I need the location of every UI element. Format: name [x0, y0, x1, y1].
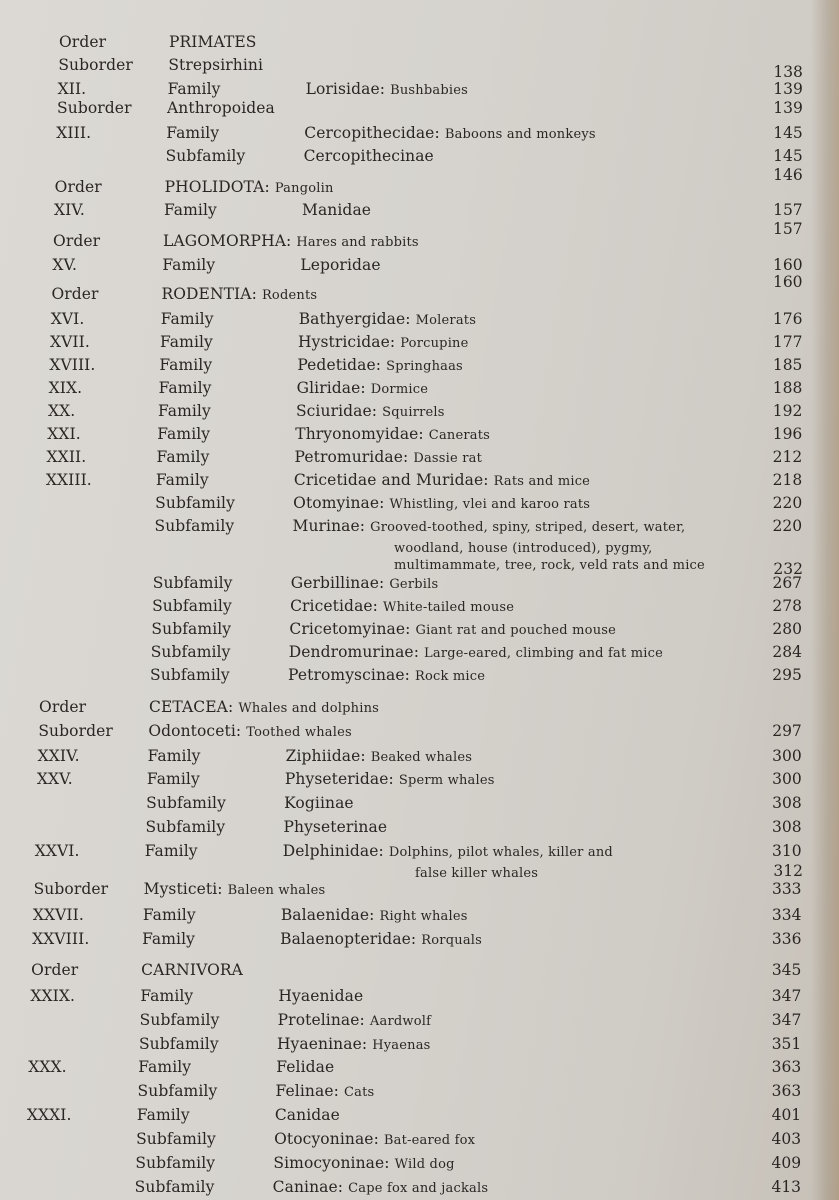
page-number: 336	[771, 930, 802, 948]
toc-row	[0, 906, 839, 928]
taxon-name-text: Gliridae:	[296, 379, 366, 397]
taxon-name	[294, 471, 590, 491]
taxon-name	[273, 1178, 489, 1198]
taxon-name-text: Canidae	[274, 1106, 340, 1124]
toc-row	[0, 333, 839, 355]
taxon-name	[289, 620, 616, 640]
common-name: Aardwolf	[369, 1014, 432, 1029]
taxon-rank: Suborder	[57, 99, 132, 117]
common-name: Molerats	[415, 313, 477, 328]
common-name: Beaked whales	[370, 750, 473, 765]
roman-numeral: XIX.	[48, 379, 83, 397]
taxon-rank: Family	[146, 770, 200, 788]
toc-row	[0, 232, 839, 254]
taxon-name	[291, 574, 439, 594]
toc-row	[0, 1035, 839, 1057]
taxon-rank: Subfamily	[151, 620, 232, 638]
common-name: Bushbabies	[390, 83, 468, 98]
common-name: White-tailed mouse	[383, 600, 515, 615]
common-name: Giant rat and pouched mouse	[415, 623, 617, 638]
taxon-name-text: Murinae:	[292, 517, 366, 535]
roman-numeral: XXVII.	[32, 906, 84, 924]
taxon-name	[149, 698, 379, 718]
taxon-name	[296, 402, 445, 422]
common-name: Bat-eared fox	[383, 1133, 476, 1148]
toc-row	[0, 987, 839, 1009]
taxon-rank: Order	[39, 698, 87, 716]
common-name: Grooved-toothed, spiny, striped, desert, water,	[370, 520, 686, 535]
toc-row	[0, 620, 839, 642]
page-number: 403	[771, 1130, 802, 1148]
page-number: 138	[773, 63, 803, 81]
taxon-name	[295, 425, 490, 445]
taxon-name-text: PHOLIDOTA:	[164, 178, 270, 196]
taxon-rank: Order	[31, 961, 79, 979]
taxon-name-text: Anthropoidea	[167, 99, 275, 117]
toc-row	[0, 471, 839, 493]
murinae-description-line-3: multimammate, tree, rock, veld rats and mice	[394, 558, 705, 573]
taxon-name-text: Dendromurinae:	[288, 643, 420, 661]
taxon-rank: Family	[144, 842, 198, 860]
taxon-name	[144, 880, 326, 900]
page-number: 176	[772, 310, 803, 328]
taxon-name-text: Odontoceti:	[148, 722, 242, 740]
toc-row	[0, 379, 839, 401]
toc-row	[0, 1154, 839, 1176]
roman-numeral: XV.	[52, 256, 78, 274]
page-number: 212	[772, 448, 803, 466]
taxon-rank: Subfamily	[154, 517, 235, 535]
common-name: Rock mice	[415, 669, 486, 684]
page-number: 188	[772, 379, 803, 397]
roman-numeral: XXV.	[36, 770, 73, 788]
toc-row	[0, 356, 839, 378]
taxon-name-text: PRIMATES	[169, 33, 257, 51]
taxon-name-text: Thryonomyidae:	[295, 425, 424, 443]
roman-numeral: XVI.	[50, 310, 85, 328]
taxon-rank: Family	[163, 201, 217, 219]
toc-row	[0, 1106, 839, 1128]
taxon-rank: Subfamily	[135, 1154, 216, 1172]
taxon-name	[274, 1130, 475, 1150]
taxon-name-text: Otomyinae:	[293, 494, 385, 512]
taxon-rank: Family	[162, 256, 216, 274]
toc-row	[0, 1058, 839, 1080]
page-number: 347	[771, 987, 802, 1005]
toc-row	[0, 643, 839, 665]
taxon-rank: Family	[157, 402, 211, 420]
page-number: 401	[771, 1106, 802, 1124]
toc-row	[0, 698, 839, 720]
common-name: Squirrels	[382, 405, 445, 420]
taxon-name	[169, 33, 257, 51]
taxon-rank: Family	[167, 80, 221, 98]
taxon-name-text: Otocyoninae:	[274, 1130, 379, 1148]
taxon-rank: Suborder	[38, 722, 113, 740]
page-number: 297	[772, 722, 802, 740]
page-number: 347	[771, 1011, 802, 1029]
taxon-rank: Family	[142, 930, 196, 948]
taxon-name	[168, 56, 263, 74]
toc-row	[0, 842, 839, 864]
taxon-name-text: Felidae	[276, 1058, 335, 1076]
common-name: Cape fox and jackals	[348, 1181, 489, 1196]
taxon-rank: Subfamily	[139, 1011, 220, 1029]
taxon-rank: Subfamily	[137, 1082, 218, 1100]
taxon-rank: Suborder	[33, 880, 109, 898]
taxon-name-text: Hyaenidae	[278, 987, 364, 1005]
taxon-name-text: Protelinae:	[277, 1011, 365, 1029]
taxon-name	[161, 285, 317, 305]
taxon-name	[275, 1106, 340, 1124]
taxon-rank: Subfamily	[136, 1130, 216, 1148]
toc-row	[0, 425, 839, 447]
common-name: Porcupine	[400, 336, 469, 351]
taxon-name-text: Manidae	[301, 201, 372, 219]
roman-numeral: XXIII.	[45, 471, 92, 489]
common-name: Rats and mice	[493, 474, 591, 489]
taxon-name	[306, 80, 468, 100]
taxon-name	[277, 1035, 431, 1055]
toc-row	[0, 722, 839, 744]
roman-numeral: XXX.	[28, 1058, 67, 1076]
common-name: Whales and dolphins	[238, 701, 380, 716]
taxon-name	[165, 178, 334, 198]
taxon-name	[302, 201, 371, 219]
taxon-rank: Subfamily	[150, 666, 230, 684]
roman-numeral: XXXI.	[26, 1106, 72, 1124]
taxon-name	[285, 770, 495, 790]
roman-numeral: XXI.	[47, 425, 81, 443]
common-name: Rorquals	[421, 933, 482, 948]
page-number: 139	[773, 99, 803, 117]
taxon-name	[148, 722, 352, 742]
page-number: 196	[772, 425, 803, 443]
taxon-name-text: Strepsirhini	[168, 56, 264, 74]
toc-row	[0, 770, 839, 792]
taxon-rank: Order	[59, 33, 107, 51]
roman-numeral: XXVI.	[34, 842, 80, 860]
toc-row	[0, 178, 839, 200]
toc-row	[0, 124, 839, 146]
common-name: Sperm whales	[398, 773, 495, 788]
roman-numeral: XVII.	[50, 333, 90, 351]
taxon-name-text: Mysticeti:	[143, 880, 223, 898]
page-number: 409	[771, 1154, 802, 1172]
taxon-name	[297, 356, 463, 376]
toc-row	[0, 747, 839, 769]
page-number: 308	[772, 794, 802, 812]
common-name: Dassie rat	[413, 451, 483, 466]
page-number: 334	[771, 906, 802, 924]
page-number: 160	[772, 256, 803, 274]
toc-row	[0, 574, 839, 596]
toc-row	[0, 1178, 839, 1200]
taxon-name	[163, 232, 419, 252]
taxon-name-text: Caninae:	[272, 1178, 344, 1196]
toc-row	[0, 1011, 839, 1033]
toc-row	[0, 285, 839, 307]
page-number: 177	[772, 333, 803, 351]
taxon-name	[304, 147, 434, 165]
roman-numeral: XIII.	[56, 124, 92, 142]
roman-numeral: XXIV.	[37, 747, 80, 765]
toc-row	[0, 517, 839, 539]
taxon-name	[278, 1011, 431, 1031]
taxon-rank: Family	[147, 747, 201, 765]
taxon-name	[283, 842, 613, 862]
taxon-name-text: Lorisidae:	[305, 80, 386, 98]
common-name: Rodents	[261, 288, 318, 303]
taxon-name	[298, 333, 469, 353]
toc-row	[0, 1130, 839, 1152]
taxon-name	[299, 310, 476, 330]
taxon-name-text: Petromuridae:	[294, 448, 409, 466]
taxon-rank: Family	[166, 124, 220, 142]
common-name: Hares and rabbits	[296, 235, 419, 250]
taxon-rank: Family	[160, 333, 213, 351]
taxon-rank: Subfamily	[152, 574, 233, 592]
taxon-name	[273, 1154, 454, 1174]
toc-row	[0, 880, 839, 902]
page-number: 192	[772, 402, 803, 420]
page-number: 280	[772, 620, 802, 638]
toc-row	[0, 402, 839, 424]
taxon-name-text: Cricetidae:	[290, 597, 379, 615]
toc-row	[0, 1082, 839, 1104]
taxon-rank: Subfamily	[146, 794, 226, 812]
common-name: Toothed whales	[246, 725, 352, 740]
page-number: 310	[772, 842, 802, 860]
page-number: 363	[771, 1082, 802, 1100]
taxon-name-text: Bathyergidae:	[298, 310, 411, 328]
taxon-name-text: Balaenopteridae:	[280, 930, 417, 948]
taxon-rank: Family	[140, 987, 194, 1005]
common-name: Large-eared, climbing and fat mice	[424, 646, 663, 661]
taxon-rank: Subfamily	[134, 1178, 215, 1196]
page-number: 218	[772, 471, 803, 489]
taxon-name	[304, 124, 596, 144]
taxon-name-text: Simocyoninae:	[273, 1154, 390, 1172]
page-number: 345	[771, 961, 802, 979]
taxon-rank: Subfamily	[145, 818, 226, 836]
taxon-rank: Order	[51, 285, 99, 303]
taxon-name-text: Cricetidae and Muridae:	[293, 471, 489, 489]
common-name: Baboons and monkeys	[444, 127, 596, 142]
toc-row	[0, 56, 839, 81]
page-number: 139	[773, 80, 803, 98]
taxon-name-text: LAGOMORPHA:	[163, 232, 292, 250]
taxon-name	[300, 256, 380, 274]
taxon-name-text: Hyaeninae:	[276, 1035, 368, 1053]
taxon-name-text: Cercopithecidae:	[304, 124, 440, 142]
common-name: Gerbils	[389, 577, 439, 592]
murinae-page-number: 232	[773, 560, 803, 578]
page-number: 145	[773, 147, 803, 165]
page-number: 220	[772, 517, 803, 535]
taxon-rank: Subfamily	[150, 643, 231, 661]
toc-row	[0, 448, 839, 470]
toc-row	[0, 99, 839, 121]
toc-row	[0, 33, 839, 55]
page-number: 145	[773, 124, 803, 142]
toc-row	[0, 930, 839, 952]
toc-row	[0, 597, 839, 619]
taxon-name-text: Ziphiidae:	[285, 747, 366, 765]
taxon-name	[286, 747, 473, 767]
common-name: Pangolin	[274, 181, 334, 196]
delphinidae-page-number: 312	[773, 862, 803, 880]
taxon-rank: Family	[136, 1106, 190, 1124]
taxon-name	[281, 906, 468, 926]
page-number: 185	[772, 356, 803, 374]
page-number: 300	[772, 747, 802, 765]
taxon-name-text: Pedetidae:	[297, 356, 382, 374]
roman-numeral: XX.	[47, 402, 76, 420]
toc-row	[0, 961, 839, 983]
taxon-rank: Subfamily	[165, 147, 246, 165]
taxon-rank: Family	[160, 310, 214, 328]
taxon-name	[284, 794, 354, 812]
taxon-rank: Family	[159, 356, 213, 374]
taxon-name-text: Physeterinae	[283, 818, 388, 836]
toc-row	[0, 494, 839, 516]
taxon-name	[278, 987, 363, 1005]
taxon-name	[280, 930, 482, 950]
taxon-name-text: Kogiinae	[284, 794, 354, 812]
taxon-name-text: Delphinidae:	[282, 842, 384, 860]
common-name: Canerats	[428, 428, 491, 443]
roman-numeral: XVIII.	[49, 356, 96, 374]
common-name: Springhaas	[386, 359, 463, 374]
page-number: 413	[771, 1178, 802, 1196]
page-number: 278	[772, 597, 803, 615]
taxon-name-text: Sciuridae:	[295, 402, 378, 420]
taxon-rank: Family	[157, 425, 211, 443]
toc-row	[0, 666, 839, 688]
taxon-name	[293, 494, 590, 514]
roman-numeral: XIV.	[53, 201, 85, 219]
page-number: 284	[772, 643, 802, 661]
taxon-name-text: Leporidae	[300, 256, 381, 274]
page-number: 267	[772, 574, 803, 592]
taxon-name	[167, 99, 275, 117]
taxon-name-text: CETACEA:	[149, 698, 234, 716]
delphinidae-description-line-2: false killer whales	[415, 866, 539, 881]
common-name: Dormice	[370, 382, 429, 397]
page-number: 146	[773, 166, 803, 184]
taxon-name-text: Felinae:	[275, 1082, 339, 1100]
taxon-name	[289, 643, 663, 663]
taxon-name	[297, 379, 428, 399]
taxon-name	[283, 818, 387, 836]
roman-numeral: XXII.	[46, 448, 87, 466]
taxon-rank: Family	[158, 379, 212, 397]
common-name: Wild dog	[394, 1157, 455, 1172]
taxon-name-text: Cercopithecinae	[303, 147, 434, 165]
taxon-name-text: Petromyscinae:	[288, 666, 410, 684]
common-name: Dolphins, pilot whales, killer and	[388, 845, 613, 860]
taxon-rank: Family	[142, 906, 196, 924]
roman-numeral: XII.	[57, 80, 87, 98]
taxon-rank: Suborder	[58, 56, 133, 74]
page-number: 300	[772, 770, 802, 788]
common-name: Right whales	[379, 909, 468, 924]
page-number: 333	[771, 880, 802, 898]
taxon-name	[276, 1058, 334, 1076]
taxon-rank: Family	[155, 471, 209, 489]
taxon-rank: Family	[156, 448, 210, 466]
taxon-name-text: Physeteridae:	[284, 770, 394, 788]
taxon-name-text: Balaenidae:	[280, 906, 375, 924]
taxon-rank: Subfamily	[138, 1035, 219, 1053]
toc-row	[0, 310, 839, 332]
page-number: 351	[771, 1035, 802, 1053]
page-number: 308	[772, 818, 802, 836]
common-name: Baleen whales	[227, 883, 326, 898]
page-number: 157	[773, 201, 803, 219]
page-number: 220	[772, 494, 803, 512]
taxon-rank: Family	[138, 1058, 192, 1076]
taxon-name-text: Cricetomyinae:	[289, 620, 411, 638]
taxon-name	[288, 666, 485, 686]
taxon-name-text: Gerbillinae:	[290, 574, 385, 592]
taxon-name-text: RODENTIA:	[161, 285, 257, 303]
taxon-name	[276, 1082, 375, 1102]
common-name: Cats	[343, 1085, 375, 1100]
taxon-rank: Order	[54, 178, 102, 196]
toc-row	[0, 818, 839, 840]
taxon-name	[141, 961, 243, 979]
taxon-rank: Subfamily	[155, 494, 235, 512]
taxon-name	[295, 448, 483, 468]
common-name: Whistling, vlei and karoo rats	[389, 497, 591, 512]
page-number: 157	[773, 220, 803, 238]
taxon-name-text: Hystricidae:	[298, 333, 396, 351]
murinae-description-line-2: woodland, house (introduced), pygmy,	[394, 541, 653, 556]
taxon-name	[290, 597, 514, 617]
toc-row	[0, 794, 839, 816]
taxon-rank: Order	[53, 232, 101, 250]
roman-numeral: XXIX.	[30, 987, 76, 1005]
roman-numeral: XXVIII.	[32, 930, 90, 948]
taxon-name	[292, 517, 685, 537]
taxon-name-text: CARNIVORA	[141, 961, 243, 979]
page-number: 363	[771, 1058, 802, 1076]
common-name: Hyaenas	[372, 1038, 431, 1053]
page-number: 160	[772, 273, 803, 291]
taxon-rank: Subfamily	[152, 597, 232, 615]
page-number: 295	[772, 666, 802, 684]
